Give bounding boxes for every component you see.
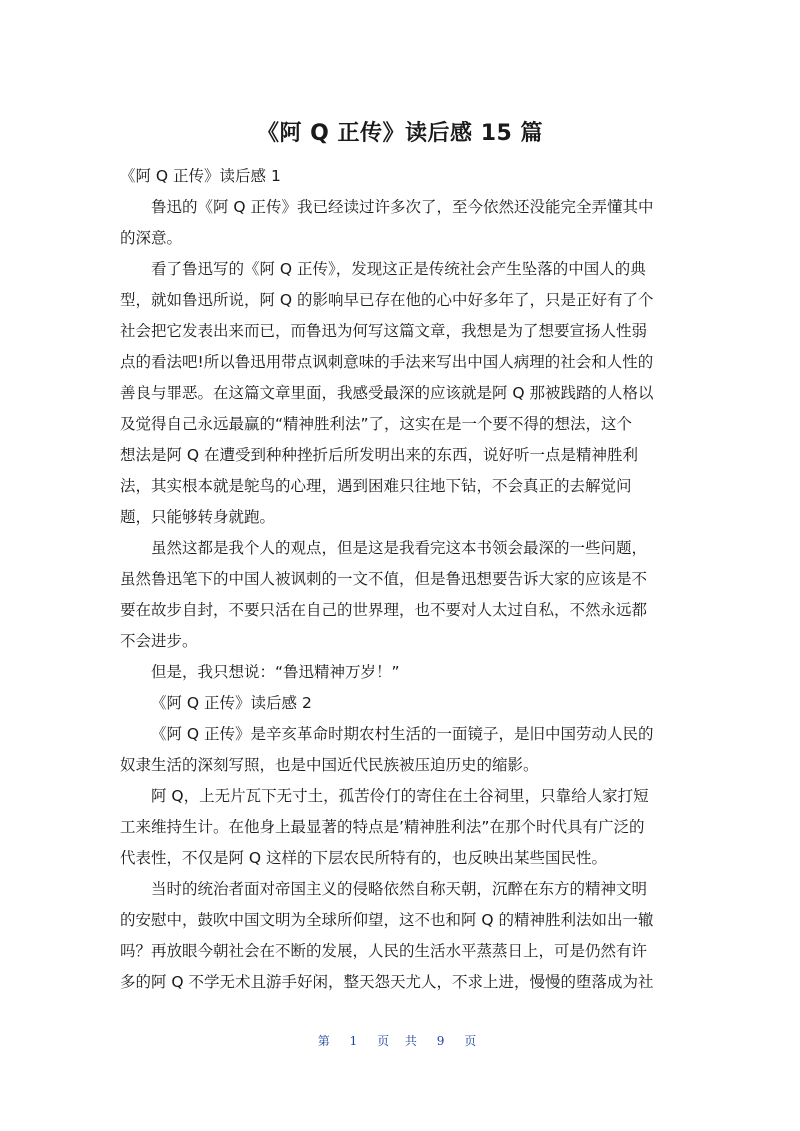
text-line: 看了鲁迅写的《阿 Q 正传》，发现这正是传统社会产生坠落的中国人的典	[151, 260, 646, 278]
document-title: 《阿 Q 正传》读后感 15 篇	[257, 121, 543, 146]
text-line: 吗？再放眼今朝社会在不断的发展，人民的生活水平蒸蒸日上，可是仍然有许	[120, 942, 648, 960]
text-line: 奴隶生活的深刻写照，也是中国近代民族被压迫历史的缩影。	[120, 756, 539, 774]
text-line: 当时的统治者面对帝国主义的侵略依然自称天朝，沉醉在东方的精神文明	[151, 880, 648, 898]
footer-total-pages: 9	[436, 1034, 451, 1048]
footer-page-number: 1	[349, 1034, 364, 1048]
text-line: 社会把它发表出来而已，而鲁迅为何写这篇文章，我想是为了想要宣扬人性弱	[120, 322, 648, 340]
text-line: 鲁迅的《阿 Q 正传》我已经读过许多次了，至今依然还没能完全弄懂其中	[151, 198, 654, 216]
text-line: 多的阿 Q 不学无术且游手好闲，整天怨天尤人，不求上进，慢慢的堕落成为社	[120, 973, 654, 991]
text-line: 阿 Q，上无片瓦下无寸土，孤苦伶仃的寄住在土谷祠里，只靠给人家打短	[151, 787, 649, 805]
footer-middle: 页 共	[377, 1034, 423, 1048]
text-line: 《阿 Q 正传》读后感 2	[151, 694, 312, 712]
text-line: 《阿 Q 正传》是辛亥革命时期农村生活的一面镜子，是旧中国劳动人民的	[151, 725, 654, 743]
text-line: 不会进步。	[120, 632, 198, 650]
text-line: 的深意。	[120, 229, 183, 247]
text-line: 点的看法吧!所以鲁迅用带点讽刺意味的手法来写出中国人病理的社会和人性的	[120, 353, 654, 371]
text-line: 代表性，不仅是阿 Q 这样的下层农民所特有的，也反映出某些国民性。	[120, 849, 608, 867]
page-footer	[0, 1032, 800, 1049]
text-line: 《阿 Q 正传》读后感 1	[120, 167, 281, 185]
footer-prefix: 第	[317, 1034, 336, 1048]
text-line: 善良与罪恶。在这篇文章里面，我感受最深的应该就是阿 Q 那被践踏的人格以	[120, 384, 654, 402]
text-line: 工来维持生计。在他身上最显著的特点是’精神胜利法”在那个时代具有广泛的	[120, 818, 645, 836]
text-line: 想法是阿 Q 在遭受到种种挫折后所发明出来的东西，说好听一点是精神胜利	[120, 446, 639, 464]
text-line: 法，其实根本就是鸵鸟的心理，遇到困难只往地下钻，不会真正的去解觉问	[120, 477, 632, 495]
text-line: 型，就如鲁迅所说，阿 Q 的影响早已存在他的心中好多年了，只是正好有了个	[120, 291, 654, 309]
text-line: 要在故步自封，不要只活在自己的世界理，也不要对人太过自私，不然永远都	[120, 601, 648, 619]
text-line: 但是，我只想说：“鲁迅精神万岁！”	[151, 663, 400, 681]
text-line: 虽然鲁迅笔下的中国人被讽刺的一文不值，但是鲁迅想要告诉大家的应该是不	[120, 570, 648, 588]
text-line: 及觉得自己永远最赢的“精神胜利法”了，这实在是一个要不得的想法，这个	[120, 415, 633, 433]
text-line: 虽然这都是我个人的观点，但是这是我看完这本书领会最深的一些问题，	[151, 539, 648, 557]
text-line: 题，只能够转身就跑。	[120, 508, 276, 526]
document-body	[120, 161, 680, 998]
text-line: 的安慰中，鼓吹中国文明为全球所仰望，这不也和阿 Q 的精神胜利法如出一辙	[120, 911, 654, 929]
footer-suffix: 页	[464, 1034, 483, 1048]
